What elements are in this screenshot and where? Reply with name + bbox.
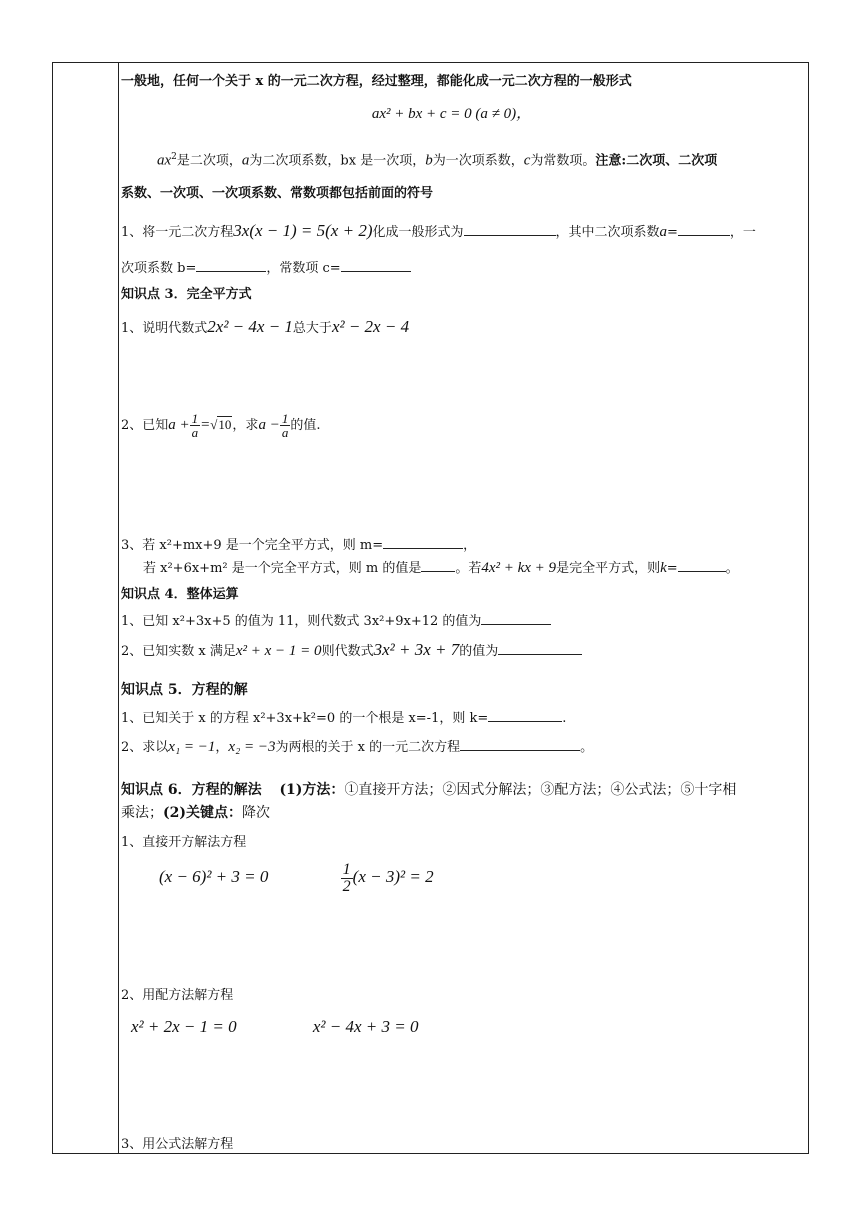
k5-title: 知识点 5．方程的解 — [121, 682, 248, 698]
blank[interactable] — [196, 259, 266, 272]
terms-line: $ax^2$是二次项，a为二次项系数，bx 是一次项，b为一次项系数，c为常数项。注意:二次项、二次项 — [157, 152, 718, 169]
note-line2: 系数、一次项、一次项系数、常数项都包括前面的符号 — [121, 186, 434, 201]
q1-equation: 3x(x − 1) = 5(x + 2) — [233, 221, 373, 240]
general-form — [101, 105, 802, 124]
blank[interactable] — [341, 259, 411, 272]
blank[interactable] — [383, 536, 463, 549]
k5-q1: 1、已知关于 x 的方程 x²+3x+k²=0 的一个根是 x=-1，则 k= . — [121, 711, 567, 726]
blank[interactable] — [498, 642, 582, 655]
k6-q1-equations: (x − 6)² + 3 = 0 $\frac{1}{2}$ (x − 3)² = 2 — [159, 861, 434, 895]
blank[interactable] — [678, 223, 730, 236]
k6-line2: 乘法；(2)关键点：降次 — [121, 805, 270, 821]
blank[interactable] — [481, 612, 551, 625]
q1-line2: 次项系数 b= ，常数项 c= — [121, 259, 802, 278]
blank[interactable] — [460, 738, 580, 751]
q1-line1: 1、将一元二次方程3x(x − 1) = 5(x + 2)化成一般形式为 ，其中二次项系数a= ，一 — [121, 221, 756, 240]
blank[interactable] — [421, 559, 455, 572]
k6-line1: 知识点 6．方程的解法 (1)方法：①直接开方法；②因式分解法；③配方法；④公式法；⑤十字相 — [121, 782, 737, 798]
blank[interactable] — [678, 559, 726, 572]
intro-line: 一般地，任何一个关于 x 的一元二次方程，经过整理，都能化成一元二次方程的一般形式 — [121, 74, 632, 89]
note: 注意:二次项、二次项 — [595, 153, 718, 169]
content-cell — [121, 63, 802, 1153]
k4-q2: 2、已知实数 x 满足x² + x − 1 = 0则代数式3x² + 3x + 7的值为 — [121, 641, 802, 661]
k3-q2: 2、已知a + $\frac{1}{a}$ =√10，求a − $\frac{1}{a}$ 的值. — [121, 411, 321, 440]
k6-q1: 1、直接开方解法方程 — [121, 835, 247, 850]
k3-q1: 1、说明代数式2x² − 4x − 1总大于x² − 2x − 4 — [121, 317, 410, 336]
k5-q2: 2、求以x₁ = −1，x₂ = −3为两根的关于 x 的一元二次方程 。 — [121, 739, 594, 755]
k3-q3-line1: 3、若 x²+mx+9 是一个完全平方式，则 m= ， — [121, 538, 477, 553]
k3-q3-line2: 若 x²+6x+m² 是一个完全平方式，则 m 的值是 。若4x² + kx + 9是完全平方式，则k= 。 — [143, 560, 739, 576]
general-form-eq: ax² + bx + c = 0 (a ≠ 0)， — [371, 106, 532, 122]
k6-q2: 2、用配方法解方程 — [121, 988, 234, 1003]
k4-title: 知识点 4．整体运算 — [121, 587, 239, 602]
left-label-column — [53, 63, 119, 1153]
k4-q1: 1、已知 x²+3x+5 的值为 11，则代数式 3x²+9x+12 的值为 — [121, 612, 802, 631]
k6-q2-equations: x² + 2x − 1 = 0 x² − 4x + 3 = 0 — [131, 1017, 419, 1036]
worksheet-table — [52, 62, 809, 1154]
blank[interactable] — [464, 223, 556, 236]
k3-title: 知识点 3．完全平方式 — [121, 287, 252, 302]
k6-q3: 3、用公式法解方程 — [121, 1137, 234, 1152]
blank[interactable] — [488, 709, 562, 722]
